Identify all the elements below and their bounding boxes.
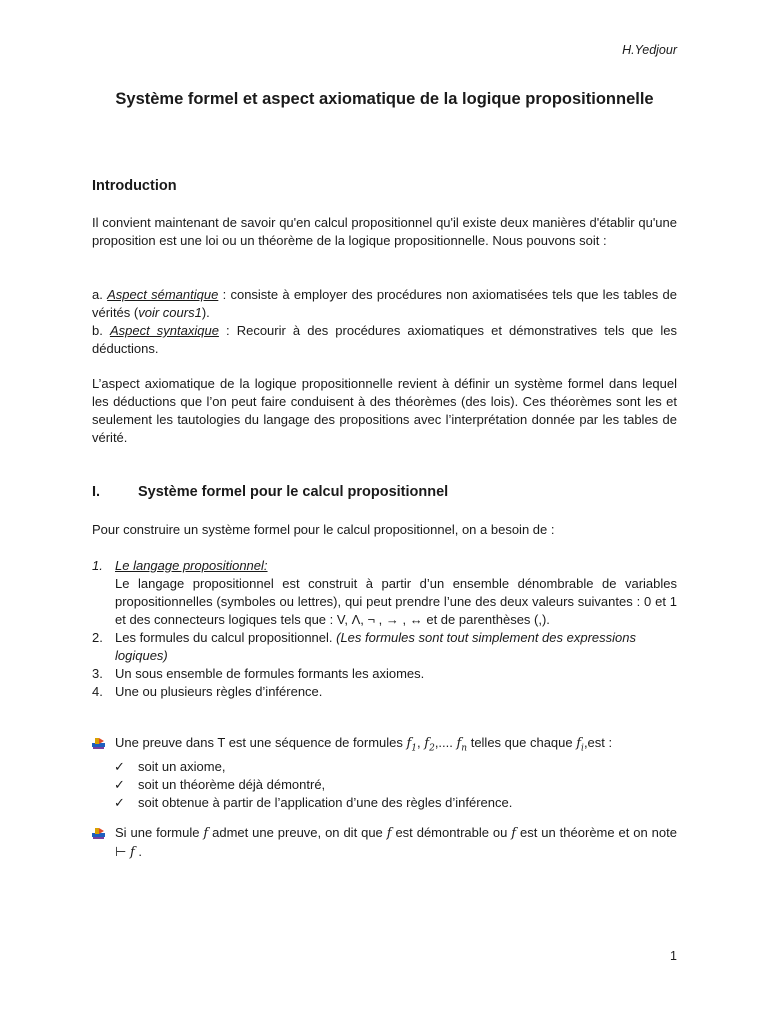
page-number: 1 xyxy=(670,949,677,963)
check-item xyxy=(92,776,677,794)
proof-definition xyxy=(92,734,677,812)
proof-text: ,.... xyxy=(434,735,457,750)
item-text: ). xyxy=(201,305,210,320)
section-heading xyxy=(92,483,677,501)
aspect-semantique-item xyxy=(92,286,677,322)
check-item xyxy=(92,794,677,812)
pencil-bullet-icon xyxy=(92,827,105,840)
math-symbol: f xyxy=(424,736,430,751)
bullet-item xyxy=(92,824,677,862)
check-icon: ✓ xyxy=(114,758,125,774)
intro-paragraph-1: Il convient maintenant de savoir qu'en calcul propositionnel qu'il existe deux manières d'établir qu'une proposition est une loi ou un théorème de la logique propositionnelle. Nous pouvons soit : xyxy=(92,215,677,248)
section-title: Système formel pour le calcul propositionnel xyxy=(138,484,449,500)
theorem-text: est démontrable ou xyxy=(391,825,512,840)
theorem-text: . xyxy=(134,844,142,859)
numbered-list xyxy=(92,557,677,701)
list-item-text: Une ou plusieurs règles d’inférence. xyxy=(115,684,323,699)
list-number: 2. xyxy=(92,630,103,645)
list-item-text: Le langage propositionnel est construit à partir d’un ensemble dénombrable de variables propositionnelles (symboles ou lettres), qui peut prendre l’une des deux valeurs suivantes : 0 et 1 et des connecteurs logiques tels que : V, Λ, ¬ , → , ↔ et de parenthèses (,). xyxy=(115,576,677,627)
math-subscript: i xyxy=(581,743,584,754)
math-symbol: f xyxy=(511,826,517,841)
list-item xyxy=(92,629,677,665)
math-symbol: f xyxy=(576,736,582,751)
check-icon: ✓ xyxy=(114,776,125,792)
formula-f2 xyxy=(424,736,435,754)
proof-text: , xyxy=(417,735,425,750)
proof-text: ,est : xyxy=(583,735,613,750)
formula-f1 xyxy=(406,736,418,754)
list-item-label: Le langage propositionnel: xyxy=(115,558,268,573)
theorem-text: est un théorème et on note ⊢ xyxy=(115,825,677,859)
item-text: : consiste à employer des procédures non axiomatisées tels que les tables de vérités ( xyxy=(92,287,677,320)
formula-fn xyxy=(456,736,468,754)
math-subscript: n xyxy=(461,743,468,754)
math-subscript: 1 xyxy=(411,743,418,754)
theorem-text: admet une preuve, on dit que xyxy=(208,825,387,840)
author-name: H.Yedjour xyxy=(622,43,677,57)
intro-heading: Introduction xyxy=(92,178,177,194)
list-item xyxy=(92,665,677,683)
theorem-text: Si une formule xyxy=(115,825,204,840)
pencil-bullet-icon xyxy=(92,737,105,750)
document-title: Système formel et aspect axiomatique de la logique propositionnelle xyxy=(115,90,654,108)
aspect-semantique-label: Aspect sémantique xyxy=(107,287,219,302)
cours-reference: voir cours1 xyxy=(138,305,202,320)
section-number: I. xyxy=(92,484,101,500)
section-lead: Pour construire un système formel pour le calcul propositionnel, on a besoin de : xyxy=(92,522,555,537)
list-item-text: Les formules du calcul propositionnel. xyxy=(115,630,337,645)
intro-paragraph-2: L’aspect axiomatique de la logique propositionnelle revient à définir un système formel dans lequel les déductions que l’on peut faire conduisent à des théorèmes (des lois). Ces théorèmes sont les et seulement les tautologies du langage des propositions avec l’interprétation donnée par les tables de vérité. xyxy=(92,376,677,445)
bullet-item xyxy=(92,734,677,758)
item-prefix: b. xyxy=(92,323,110,338)
list-item-note: (Les formules sont tout simplement des expressions logiques) xyxy=(115,630,636,663)
math-symbol: f xyxy=(406,736,412,751)
aspect-syntaxique-label: Aspect syntaxique xyxy=(109,323,219,338)
list-number: 3. xyxy=(92,666,103,681)
list-item xyxy=(92,683,677,701)
aspect-syntaxique-item xyxy=(92,322,677,358)
math-symbol: f xyxy=(456,736,462,751)
check-icon: ✓ xyxy=(114,794,125,810)
math-symbol: f xyxy=(129,845,135,860)
math-subscript: 2 xyxy=(429,743,435,754)
check-item-text: soit obtenue à partir de l’application d’une des règles d’inférence. xyxy=(138,794,513,810)
math-symbol: f xyxy=(203,826,209,841)
list-item xyxy=(92,557,677,629)
list-number: 4. xyxy=(92,684,103,699)
list-number: 1. xyxy=(92,558,103,573)
formula-fi xyxy=(576,736,584,754)
check-item-text: soit un théorème déjà démontré, xyxy=(138,776,326,792)
list-item-text: Un sous ensemble de formules formants les axiomes. xyxy=(115,666,425,681)
proof-text: Une preuve dans T est une séquence de formules xyxy=(115,735,407,750)
check-item xyxy=(92,758,677,776)
theorem-definition xyxy=(92,824,677,862)
item-text: : Recourir à des procédures axiomatiques et démonstratives tels que les déductions. xyxy=(92,323,677,356)
item-prefix: a. xyxy=(92,287,108,302)
proof-text: telles que chaque xyxy=(467,735,577,750)
math-symbol: f xyxy=(386,826,392,841)
check-item-text: soit un axiome, xyxy=(138,758,226,774)
